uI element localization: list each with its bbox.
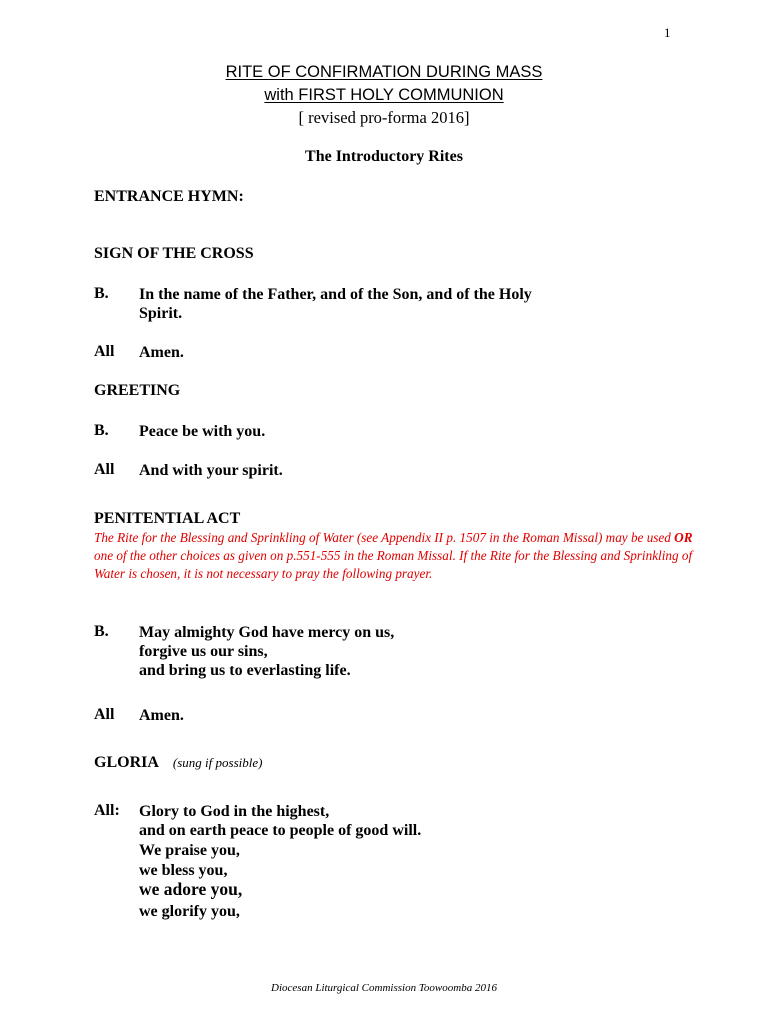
response-line: And with your spirit. [139,462,283,479]
penitential-act-heading: PENITENTIAL ACT [94,510,241,527]
entrance-hymn-heading: ENTRANCE HYMN: [94,188,244,205]
hymn-line: we glorify you, [139,903,240,920]
revision-note: [ revised pro-forma 2016] [298,108,470,127]
speaker-label: B. [94,285,109,302]
prayer-line: forgive us our sins, [139,643,268,660]
hymn-line: and on earth peace to people of good will. [139,822,422,839]
document-title-line2: with FIRST HOLY COMMUNION [264,86,504,104]
speaker-label: B. [94,422,109,439]
hymn-line: we bless you, [139,862,228,879]
section-title: The Introductory Rites [305,148,463,165]
speaker-label: All [94,706,115,723]
speaker-label: All: [94,802,120,819]
hymn-line: we adore you, [139,879,243,899]
prayer-line: Spirit. [139,305,183,322]
gloria-title: GLORIA [94,754,159,771]
rubric-or: OR [674,530,693,545]
page-number: 1 [664,25,671,40]
rubric-text: The Rite for the Blessing and Sprinkling of Water (see Appendix II p. 1507 in the Roman Missal) may be used [94,530,675,545]
speaker-label: All [94,461,115,478]
sign-of-cross-heading: SIGN OF THE CROSS [94,245,254,262]
response-line: Amen. [139,707,184,724]
page-footer: Diocesan Liturgical Commission Toowoomba 2016 [271,982,497,994]
gloria-note: (sung if possible) [172,755,263,770]
hymn-line: Glory to God in the highest, [139,803,330,820]
gloria-heading [94,754,262,772]
prayer-line: May almighty God have mercy on us, [139,624,395,641]
greeting-heading: GREETING [94,382,181,399]
prayer-line: In the name of the Father, and of the Son, and of the Holy [139,286,532,303]
speaker-label: B. [94,623,109,640]
rubric-text: one of the other choices as given on p.551-555 in the Roman Missal. If the Rite for the Blessing and Sprinkling of Water is chosen, it is not necessary to pray the following prayer. [94,548,693,581]
rubric-instruction [94,529,694,583]
prayer-line: and bring us to everlasting life. [139,662,351,679]
hymn-line: We praise you, [139,842,240,859]
prayer-line: Peace be with you. [139,423,266,440]
response-line: Amen. [139,344,184,361]
document-title-line1: RITE OF CONFIRMATION DURING MASS [225,63,543,81]
speaker-label: All [94,343,115,360]
